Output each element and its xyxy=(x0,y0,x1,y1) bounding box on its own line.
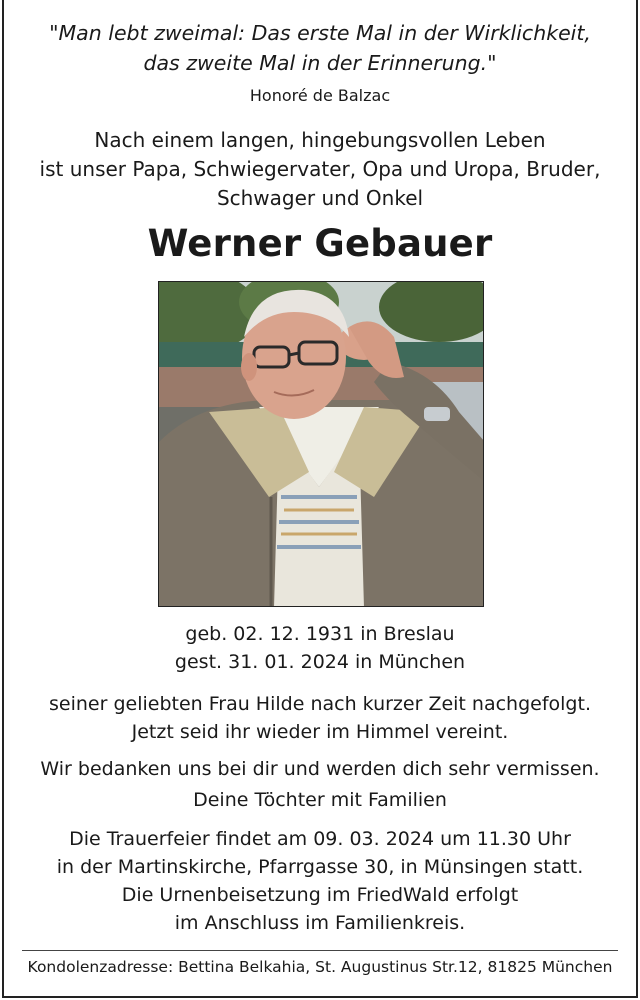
ceremony-line: im Anschluss im Familienkreis. xyxy=(174,912,466,934)
divider xyxy=(22,950,618,951)
quote-line: das zweite Mal in der Erinnerung." xyxy=(143,51,497,75)
thanks-text: Wir bedanken uns bei dir und werden dich sehr vermissen. xyxy=(40,758,600,780)
birth-date: geb. 02. 12. 1931 in Breslau xyxy=(185,623,455,645)
quote xyxy=(20,18,620,78)
ceremony-line: Die Trauerfeier findet am 09. 03. 2024 um 11.30 Uhr xyxy=(69,828,571,850)
condolence-address: Kondolenzadresse: Bettina Belkahia, St. Augustinus Str.12, 81825 München xyxy=(27,958,613,976)
portrait-illustration xyxy=(159,282,484,607)
deceased-name: Werner Gebauer xyxy=(147,222,493,265)
message xyxy=(10,690,630,746)
portrait-photo xyxy=(158,281,484,607)
ceremony-info xyxy=(10,825,630,937)
intro-line: Schwager und Onkel xyxy=(216,186,424,210)
signature: Deine Töchter mit Familien xyxy=(193,789,447,811)
life-dates xyxy=(0,620,640,676)
message-line: seiner geliebten Frau Hilde nach kurzer Zeit nachgefolgt. xyxy=(49,693,591,715)
ceremony-line: in der Martinskirche, Pfarrgasse 30, in Münsingen statt. xyxy=(56,856,584,878)
message-line: Jetzt seid ihr wieder im Himmel vereint. xyxy=(131,721,509,743)
intro-line: ist unser Papa, Schwiegervater, Opa und Uropa, Bruder, xyxy=(39,157,601,181)
quote-author: Honoré de Balzac xyxy=(249,86,391,105)
quote-line: "Man lebt zweimal: Das erste Mal in der Wirklichkeit, xyxy=(49,21,591,45)
death-date: gest. 31. 01. 2024 in München xyxy=(174,651,466,673)
intro-line: Nach einem langen, hingebungsvollen Leben xyxy=(94,128,546,152)
ceremony-line: Die Urnenbeisetzung im FriedWald erfolgt xyxy=(121,884,519,906)
intro-text xyxy=(10,126,630,213)
